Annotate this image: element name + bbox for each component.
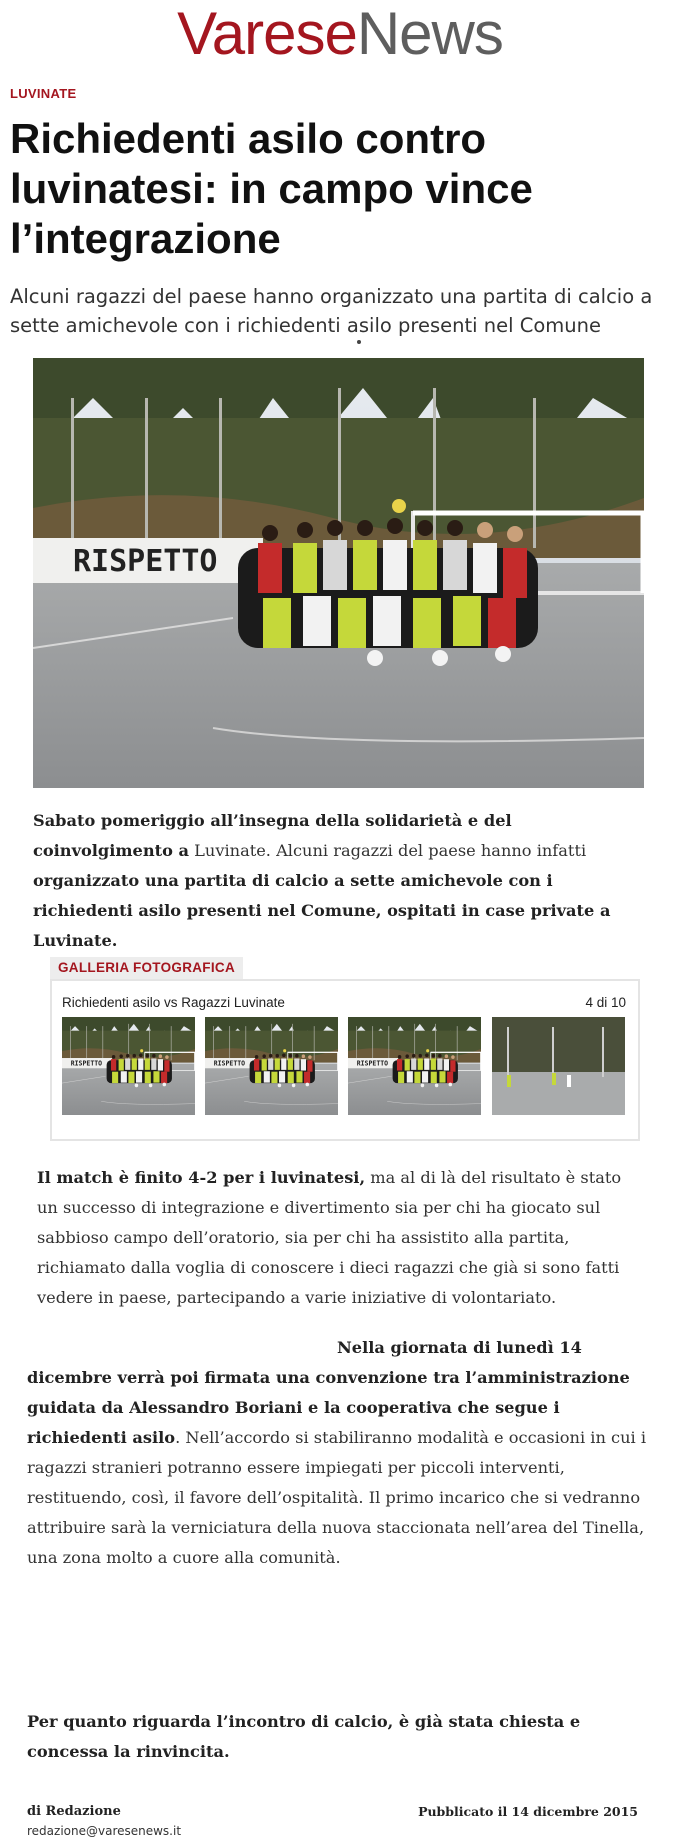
author-email-link[interactable]: redazione@varesenews.it <box>27 1824 182 1838</box>
article-title: Richiedenti asilo contro luvinatesi: in campo vince l’integrazione <box>10 115 533 262</box>
p2-bold-1: Il match è finito 4-2 per i luvinatesi, <box>37 1168 366 1187</box>
gallery-thumbnail-2[interactable] <box>205 1017 338 1115</box>
p3-text-1: . Nell’accordo si stabiliranno modalità e occasioni in cui i ragazzi stranieri potranno essere impiegati per piccoli interventi, restituendo, così, il favore dell’ospitalità. Il primo incarico che si vedranno attribuire sarà la verniciatura della nuova staccionata nell’area del Tinella, una zona molto a cuore alla comunità. <box>27 1428 647 1567</box>
photo-gallery-widget[interactable] <box>50 979 640 1141</box>
p2-text-1: ma al di là del risultato è stato un successo di integrazione e divertimento sia per chi ha giocato sul sabbioso campo dell’oratorio, sia per chi ha assistito alla partita, richiamato dalla voglia di conoscere i dieci ragazzi che già si sono fatti vedere in paese, partecipando a varie iniziative di volontariato. <box>37 1168 622 1307</box>
gallery-counter: 4 di 10 <box>585 995 626 1010</box>
p1-bold-2: organizzato una partita di calcio a sette amichevole con i richiedenti asilo presenti nel Comune, ospitati in case private a Luvinate. <box>33 871 611 950</box>
article-paragraph-1 <box>33 806 648 956</box>
article-subtitle: Alcuni ragazzi del paese hanno organizzato una partita di calcio a sette amichevole con i richiedenti asilo presenti nel Comune <box>10 285 653 337</box>
p1-bold-1: Sabato pomeriggio all’insegna della solidarietà e del coinvolgimento a <box>33 811 512 860</box>
brand-logo-part1: Varese <box>177 0 357 67</box>
article-paragraph-2 <box>37 1163 647 1313</box>
brand-logo-part2: News <box>356 0 503 67</box>
gallery-thumbnail-4[interactable] <box>492 1017 625 1115</box>
team-photo-image <box>33 358 644 788</box>
gallery-thumbnail-3[interactable] <box>348 1017 481 1115</box>
gallery-label: GALLERIA FOTOGRAFICA <box>50 957 243 979</box>
gallery-thumbnail-1[interactable] <box>62 1017 195 1115</box>
p3-bold-1: Nella giornata di lunedì 14 dicembre verrà poi firmata una convenzione tra l’amministrazione guidata da Alessandro Boriani e la cooperativa che segue i richiedenti asilo <box>27 1338 630 1447</box>
article-paragraph-3 <box>27 1333 650 1573</box>
p1-text-1: Luvinate. Alcuni ragazzi del paese hanno infatti <box>189 841 587 860</box>
article-author: di Redazione <box>27 1804 121 1819</box>
article-paragraph-4: Per quanto riguarda l’incontro di calcio, è già stata chiesta e concessa la rinvincita. <box>27 1712 581 1761</box>
gallery-title[interactable]: Richiedenti asilo vs Ragazzi Luvinate <box>62 995 285 1010</box>
publish-date: Pubblicato il 14 dicembre 2015 <box>418 1804 638 1819</box>
article-main-photo[interactable] <box>33 358 644 788</box>
article-category-link[interactable]: LUVINATE <box>10 86 77 101</box>
separator-dot <box>357 340 361 344</box>
brand-logo[interactable] <box>0 2 680 66</box>
